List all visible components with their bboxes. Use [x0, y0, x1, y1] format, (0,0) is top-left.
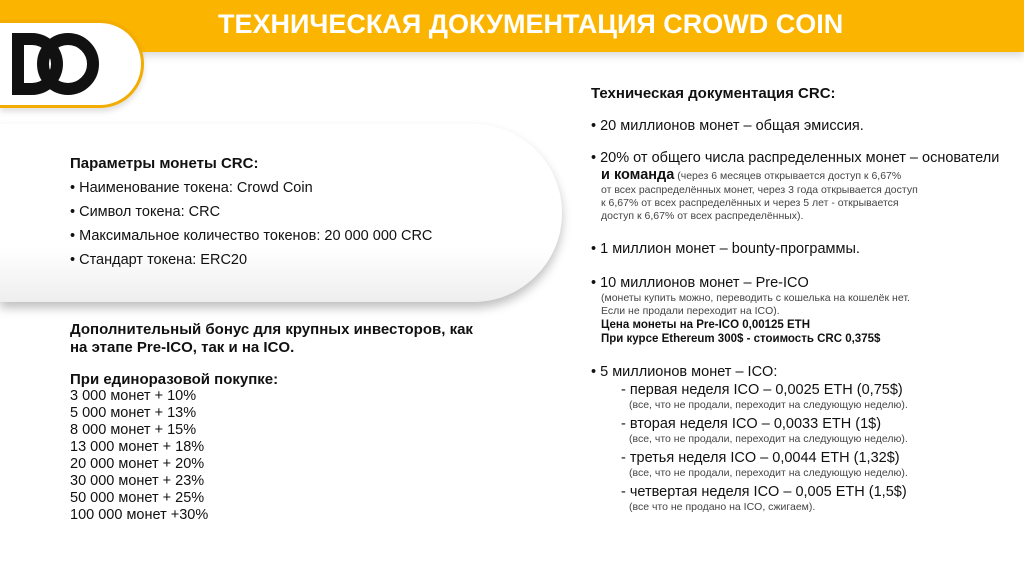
item-note — [591, 166, 1016, 223]
preico-rate: При курсе Ethereum 300$ - стоимость CRC 0,375$ — [601, 333, 881, 345]
params-heading: Параметры монеты CRC: — [70, 155, 259, 172]
list-item: 20 000 монет + 20% — [70, 456, 205, 472]
week-2: - вторая неделя ICO – 0,0033 ETH (1$) — [621, 416, 882, 432]
bonus-section — [70, 321, 490, 524]
list-item: • Наименование токена: Crowd Coin — [70, 180, 313, 196]
item-note — [591, 292, 1016, 346]
list-item: 3 000 монет + 10% — [70, 388, 197, 404]
week-4: - четвертая неделя ICO – 0,005 ETH (1,5$) — [621, 484, 907, 500]
note-line: доступ к 6,67% от всех распределённых). — [601, 210, 804, 222]
week-1-note: (все, что не продали, переходит на следующую неделю). — [629, 399, 908, 411]
logo-do-icon — [10, 29, 100, 99]
note-line: (монеты купить можно, переводить с кошелька на кошелёк нет. — [601, 292, 910, 304]
list-item: 13 000 монет + 18% — [70, 439, 205, 455]
week-3-note: (все, что не продали, переходит на следующую неделю). — [629, 467, 908, 479]
list-item: • 1 миллион монет – bounty-программы. — [591, 241, 860, 257]
list-item: • Максимальное количество токенов: 20 000 000 CRC — [70, 228, 433, 244]
list-item: • 20 миллионов монет – общая эмиссия. — [591, 118, 864, 134]
note-line: Если не продали переходит на ICO). — [601, 305, 780, 317]
week-1: - первая неделя ICO – 0,0025 ETH (0,75$) — [621, 382, 903, 398]
item-bold: и команда — [601, 167, 675, 183]
list-item: • Стандарт токена: ERC20 — [70, 252, 248, 268]
list-item: 8 000 монет + 15% — [70, 422, 197, 438]
list-item: 50 000 монет + 25% — [70, 490, 205, 506]
list-item: 30 000 монет + 23% — [70, 473, 205, 489]
coin-params — [70, 155, 510, 276]
list-item: • 5 миллионов монет – ICO: — [591, 364, 778, 380]
note-line: (через 6 месяцев открывается доступ к 6,67% — [674, 170, 902, 182]
item-text: • 20% от общего числа распределенных монет – основатели — [591, 150, 1000, 166]
list-item: • Символ токена: CRC — [70, 204, 221, 220]
bonus-heading: Дополнительный бонус для крупных инвесторов, как на этапе Pre-ICO, так и на ICO. — [70, 321, 473, 356]
tech-heading: Техническая документация CRC: — [591, 85, 836, 102]
week-2-note: (все, что не продали, переходит на следующую неделю). — [629, 433, 908, 445]
page-title: ТЕХНИЧЕСКАЯ ДОКУМЕНТАЦИЯ CROWD COIN — [218, 9, 844, 39]
note-line: к 6,67% от всех распределённых и через 5 лет - открывается — [601, 197, 899, 209]
list-item — [591, 150, 1016, 166]
note-line: от всех распределённых монет, через 3 года открывается доступ — [601, 184, 918, 196]
list-item: 100 000 монет +30% — [70, 507, 209, 523]
tech-doc — [591, 85, 1016, 518]
logo — [0, 20, 144, 108]
bonus-subheading: При единоразовой покупке: — [70, 371, 279, 388]
list-item: 5 000 монет + 13% — [70, 405, 197, 421]
week-4-note: (все что не продано на ICO, сжигаем). — [629, 501, 816, 513]
week-3: - третья неделя ICO – 0,0044 ETH (1,32$) — [621, 450, 900, 466]
list-item: • 10 миллионов монет – Pre-ICO — [591, 275, 809, 291]
preico-price: Цена монеты на Pre-ICO 0,00125 ETH — [601, 319, 811, 331]
